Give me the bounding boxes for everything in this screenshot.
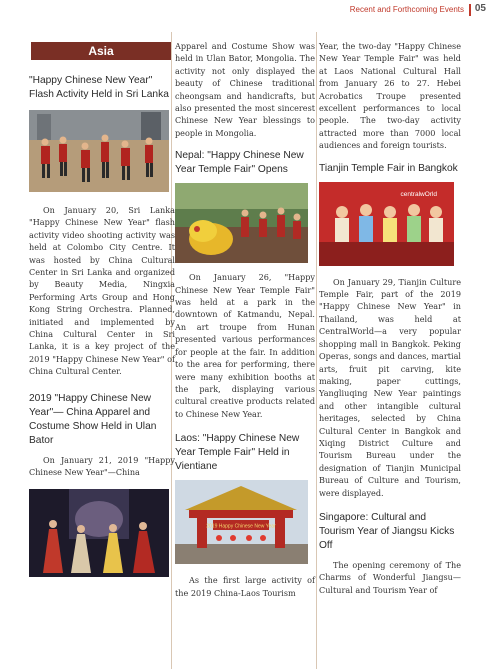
article-body-mongolia-cont: Apparel and Costume Show was held in Ulan Bator, Mongolia. The activity not only displayed the beauty of Chinese traditional cheongsam and handicrafts, but also presented the most sincerest Chinese New Year blessings to people in Mongolia. [175, 41, 315, 138]
article-heading-mongolia: 2019 "Happy Chinese New Year"— China Apparel and Costume Show Held in Ulan Bator [29, 392, 157, 446]
section-badge: Asia [31, 42, 171, 60]
column-1 [29, 32, 175, 669]
centralworld-sign: centralwOrld [400, 190, 437, 198]
photo-sri-lanka-flash-mob [29, 110, 169, 192]
article-body-sri-lanka: On January 20, Sri Lanka "Happy Chinese New Year" flash activity video shooting activity was held at Colombo City Centre. It was hosted by China Cultural Center in Sri Lanka and organized by Beauty Media, Ningxia Performing Arts Group and Hong Kong String Orchestra. Planned, initiated and implemented by China Cultural Center in Sri Lanka, it is a key project of the 2019 "Happy Chinese New Year" of China Cultural Center. [29, 205, 175, 377]
column-2 [175, 32, 315, 669]
column-rule-2 [316, 32, 317, 669]
article-body-thailand: On January 29, Tianjin Culture Temple Fair, part of the 2019 "Happy Chinese New Year" in Thailand, was held at CentralWorld—a very popular shopping mall in Bangkok. Peking Operas, songs and dances, martial arts, fruit pit carving, kite making, paper cuttings, Yangliuqing New Year paintings and other intangible cultural heritages, selected by China Cultural Center in Bangkok and Xiqing District Culture and Tourism Bureau under the designation of Tianjin Municipal Bureau of Culture and Tourism, were displayed. [319, 276, 462, 498]
page-header [0, 0, 498, 22]
article-heading-nepal: Nepal: "Happy Chinese New Year Temple Fair" Opens [175, 150, 304, 176]
column-3 [319, 32, 461, 669]
article-body-laos-cont: Year, the two-day "Happy Chinese New Year Temple Fair" was held at Laos National Cultural Hall from January 26 to 27. Hebei Acrobatics Troupe presented excellent performances to local people. The two-day activity attracted more than 7000 local audiences and foreign tourists. [319, 41, 461, 151]
laos-banner-text: 2019 Happy Chinese New Year [206, 523, 276, 530]
article-body-singapore: The opening ceremony of The Charms of Wonderful Jiangsu—Cultural and Tourism Year of [319, 559, 461, 595]
running-title: Recent and Forthcoming Events [349, 5, 464, 14]
photo-mongolia-costume-show [29, 489, 169, 577]
article-body-nepal: On January 26, "Happy Chinese New Year Temple Fair" was held at a park in the downtown of Katmandu, Nepal. An art troupe from Hunan presented various performances for people at the fair. In addition to the area for performing, there were many exhibition booths at the park, displaying various cultural creative products related to Chinese New Year. [175, 272, 315, 419]
article-heading-sri-lanka: "Happy Chinese New Year" Flash Activity Held in Sri Lanka [29, 75, 169, 100]
photo-bangkok-temple-fair [319, 182, 454, 266]
page-number: 05 [474, 3, 486, 14]
photo-nepal-lion-dance [175, 183, 308, 263]
article-heading-laos: Laos: "Happy Chinese New Year Temple Fair" Held in Vientiane [175, 433, 300, 473]
photo-laos-temple-gate [175, 480, 308, 564]
article-heading-singapore: Singapore: Cultural and Tourism Year of Jiangsu Kicks Off [319, 511, 455, 551]
article-body-mongolia-start: On January 21, 2019 "Happy Chinese New Year"—China [29, 454, 175, 478]
article-body-laos-start: As the first large activity of the 2019 China-Laos Tourism [175, 575, 315, 598]
article-heading-thailand: Tianjin Temple Fair in Bangkok [319, 162, 458, 174]
header-divider [469, 4, 471, 16]
